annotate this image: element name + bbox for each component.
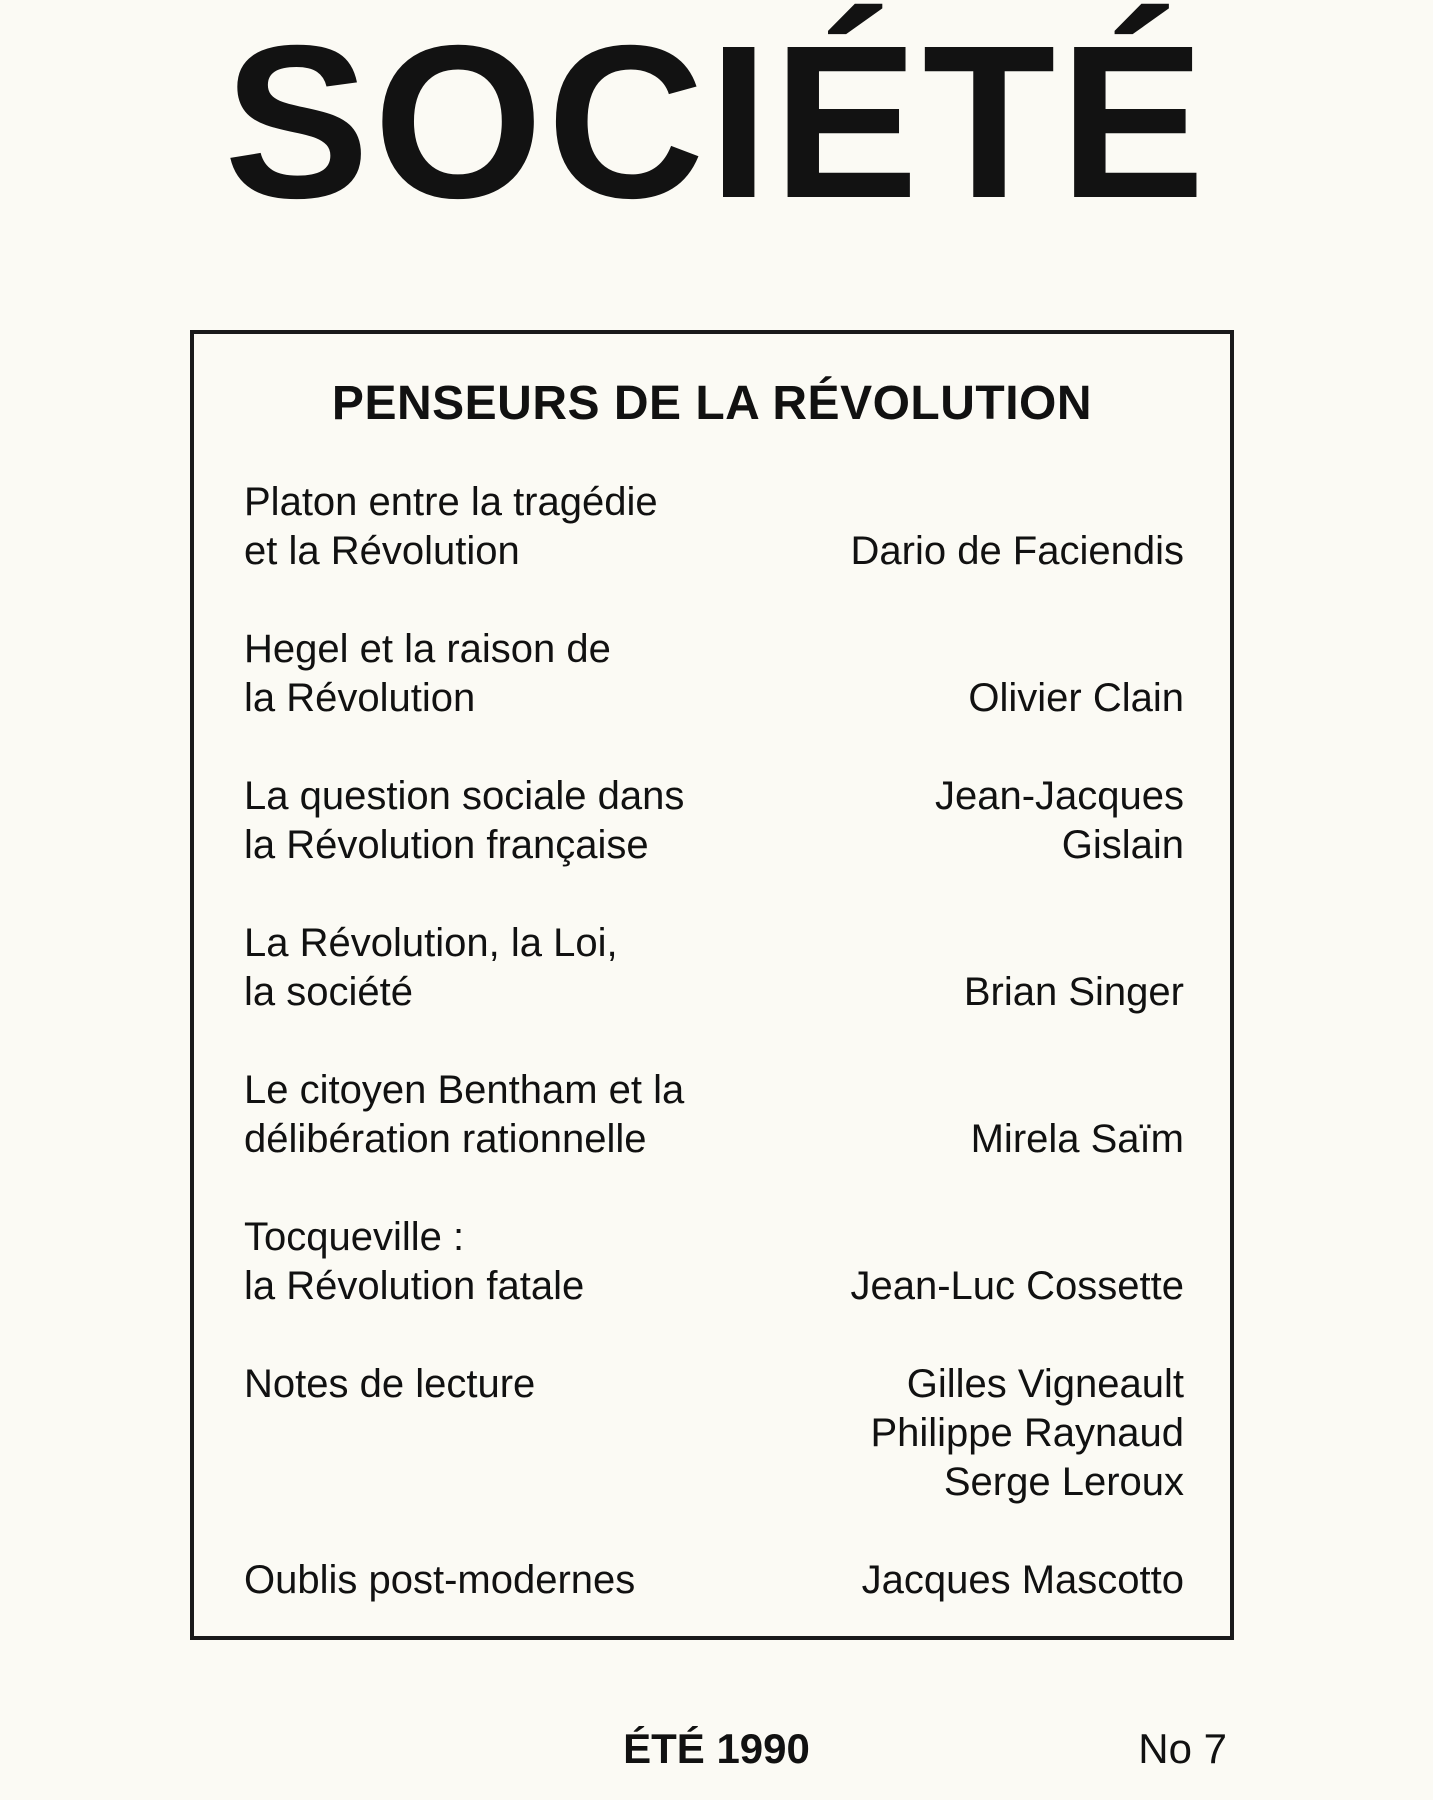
article-author: Jean-Luc Cossette: [850, 1264, 1184, 1308]
toc-entry: [244, 625, 1184, 723]
article-title: La question sociale dans la Révolution française: [244, 774, 685, 867]
article-author: Gilles Vigneault Philippe Raynaud Serge Leroux: [870, 1362, 1184, 1504]
toc-entry: [244, 1066, 1184, 1164]
toc-entry: [244, 1556, 1184, 1605]
article-title: La Révolution, la Loi, la société: [244, 921, 618, 1014]
article-title: Le citoyen Bentham et la délibération rationnelle: [244, 1068, 685, 1161]
toc-entry: [244, 1360, 1184, 1507]
article-title: Platon entre la tragédie et la Révolution: [244, 480, 658, 573]
article-author: Mirela Saïm: [970, 1117, 1184, 1161]
article-author: Olivier Clain: [968, 676, 1184, 720]
article-author: Brian Singer: [963, 970, 1184, 1014]
article-author: Dario de Faciendis: [850, 529, 1184, 573]
article-author: Jean-Jacques Gislain: [934, 774, 1184, 867]
article-title: Oublis post-modernes: [244, 1558, 636, 1602]
toc-entry: [244, 478, 1184, 576]
issue-number: No 7: [1138, 1725, 1227, 1772]
toc-entry: [244, 772, 1184, 870]
toc-entry: [244, 919, 1184, 1017]
article-title: Tocqueville : la Révolution fatale: [244, 1215, 585, 1308]
journal-masthead: SOCIÉTÉ: [224, 1, 1209, 244]
theme-title: PENSEURS DE LA RÉVOLUTION: [331, 377, 1093, 430]
article-title: Hegel et la raison de la Révolution: [244, 627, 611, 720]
toc-entry: [244, 1213, 1184, 1311]
table-of-contents-box: [190, 330, 1234, 1640]
article-title: Notes de lecture: [244, 1362, 536, 1406]
issue-date: ÉTÉ 1990: [623, 1725, 810, 1772]
article-author: Jacques Mascotto: [861, 1558, 1184, 1602]
